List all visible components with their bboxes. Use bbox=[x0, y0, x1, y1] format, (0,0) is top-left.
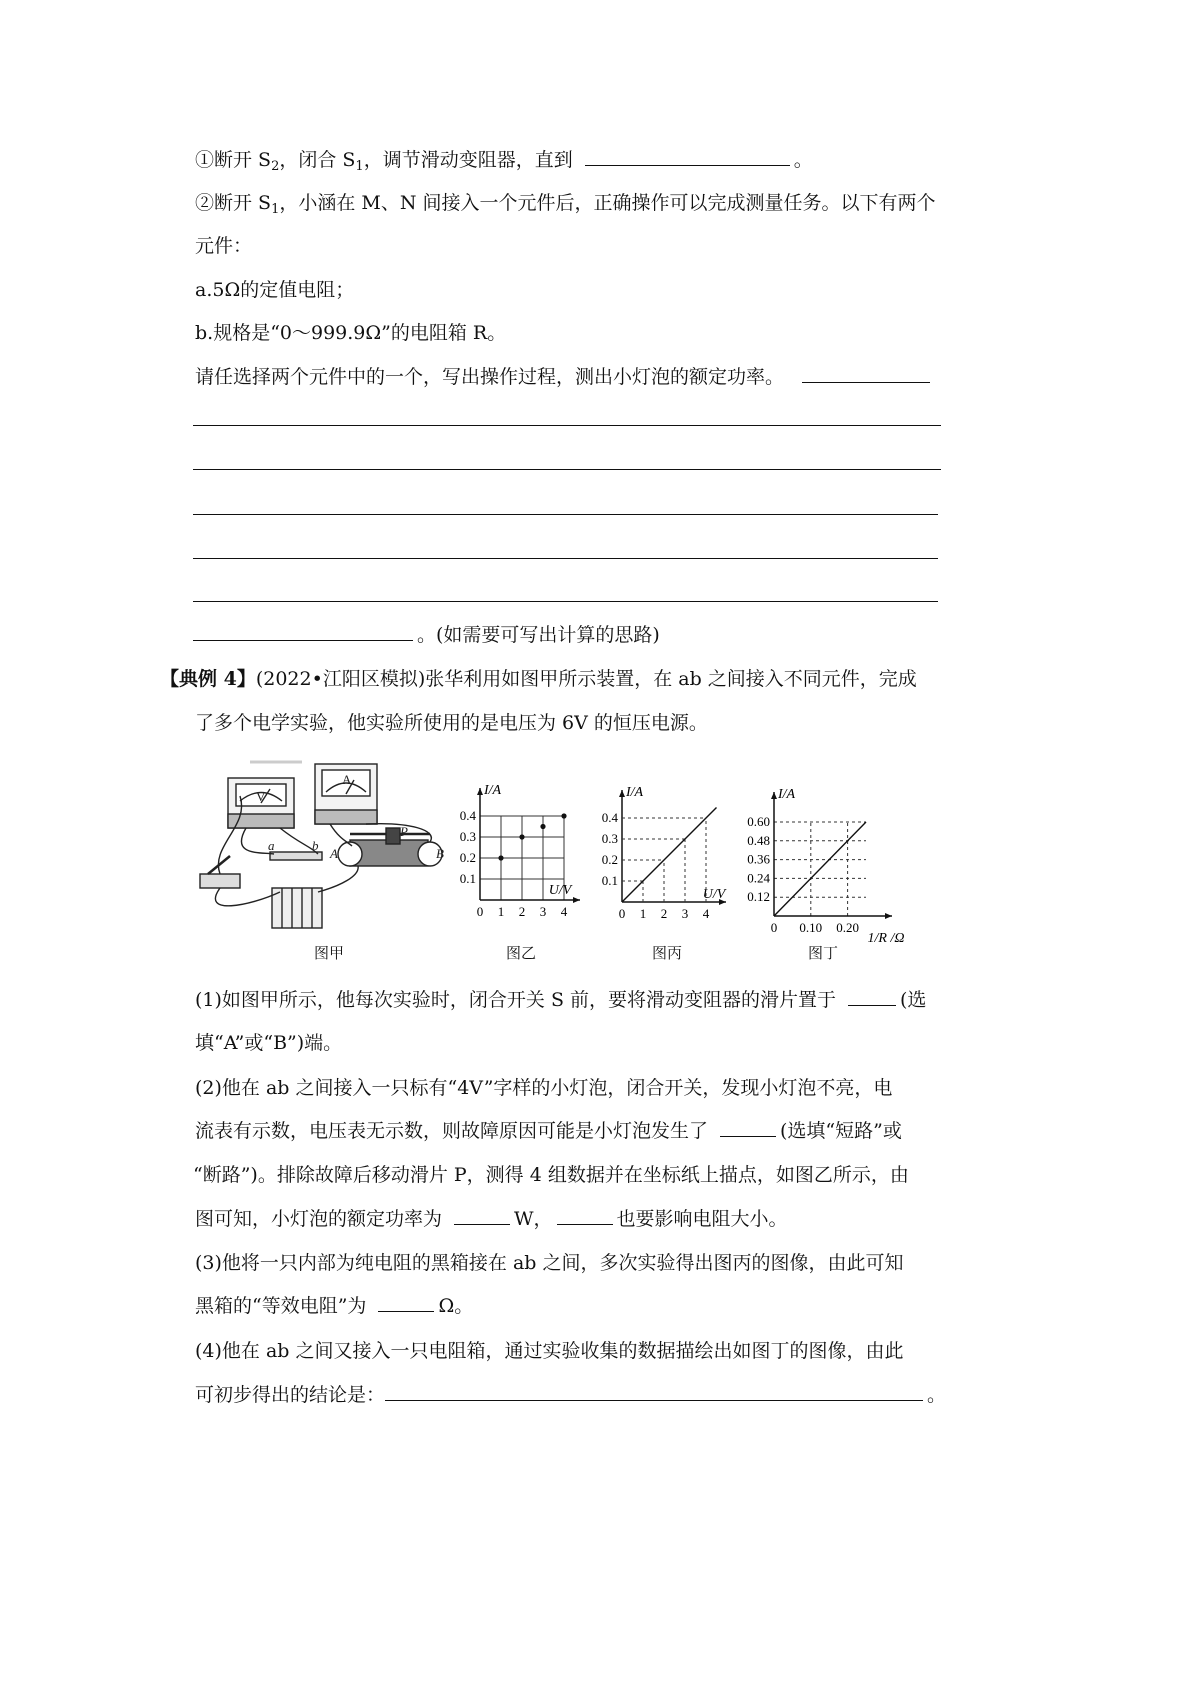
x-tick-label: 0.10 bbox=[799, 920, 823, 935]
x-axis-label: 1/R /Ω bbox=[867, 931, 905, 946]
answer-line[interactable] bbox=[193, 425, 941, 426]
x-axis-label: U/V bbox=[548, 883, 572, 898]
answer-line[interactable] bbox=[193, 558, 938, 559]
ammeter-label: A bbox=[342, 772, 352, 787]
question-text: (1)如图甲所示，他每次实验时，闭合开关 S 前，要将滑动变阻器的滑片置于 bbox=[195, 989, 837, 1011]
step-2-text: ，小涵在 M、N 间接入一个元件后，正确操作可以完成测量任务。以下有两个 bbox=[279, 192, 936, 214]
y-tick-label: 0.36 bbox=[747, 851, 770, 867]
x-tick-label: 4 bbox=[560, 904, 568, 919]
sub-question-2-cont-3 bbox=[195, 1206, 788, 1232]
answer-blank[interactable] bbox=[585, 147, 790, 166]
question-text: 流表有示数，电压表无示数，则故障原因可能是小灯泡发生了 bbox=[195, 1120, 709, 1142]
sub-question-1 bbox=[195, 987, 926, 1013]
x-tick-label: 2 bbox=[660, 906, 668, 921]
rheostat-end-a-label: A bbox=[330, 846, 338, 861]
subscript: 2 bbox=[271, 159, 280, 174]
tail-text: 。(如需要可写出计算的思路) bbox=[417, 624, 660, 646]
option-a: a.5Ω的定值电阻； bbox=[195, 279, 355, 301]
sub-question-2: (2)他在 ab 之间接入一只标有“4V”字样的小灯泡，闭合开关，发现小灯泡不亮，电 bbox=[195, 1077, 893, 1099]
example-source: (2022•江阳区模拟) bbox=[255, 668, 426, 690]
punctuation: 。 bbox=[927, 1384, 947, 1406]
prompt-line bbox=[195, 364, 934, 390]
y-tick-label: 0.24 bbox=[747, 870, 770, 886]
sub-question-4-cont bbox=[195, 1382, 946, 1408]
answer-blank[interactable] bbox=[193, 622, 413, 641]
step-1-text: ①断开 S bbox=[195, 149, 272, 171]
terminal-a-label: a bbox=[268, 838, 275, 853]
answer-blank[interactable] bbox=[720, 1118, 776, 1137]
question-text: (选填“短路”或 bbox=[780, 1120, 902, 1142]
question-text: (选 bbox=[900, 989, 927, 1011]
question-text: Ω。 bbox=[438, 1295, 474, 1317]
answer-blank[interactable] bbox=[454, 1206, 510, 1225]
figure-caption-bing: 图丙 bbox=[652, 944, 683, 962]
connection-plate bbox=[270, 852, 322, 860]
figure-caption-jia: 图甲 bbox=[314, 944, 345, 962]
x-axis-label: U/V bbox=[702, 887, 726, 902]
y-tick-label: 0.2 bbox=[601, 852, 618, 867]
example-4-intro bbox=[160, 666, 917, 692]
question-text: 也要影响电阻大小。 bbox=[616, 1208, 788, 1230]
y-tick-label: 0.1 bbox=[459, 871, 476, 886]
wire bbox=[330, 824, 352, 846]
example-tag: 【典例 4】 bbox=[160, 668, 256, 690]
answer-line[interactable] bbox=[193, 469, 941, 470]
figure-caption-ding: 图丁 bbox=[808, 944, 839, 962]
battery bbox=[272, 888, 322, 928]
answer-blank[interactable] bbox=[848, 987, 896, 1006]
x-tick-label: 4 bbox=[702, 906, 710, 921]
x-tick-label: 0 bbox=[770, 920, 778, 935]
data-point bbox=[561, 813, 566, 818]
y-tick-label: 0.3 bbox=[601, 831, 618, 846]
y-tick-label: 0.4 bbox=[459, 808, 476, 823]
figure-caption-yi: 图乙 bbox=[506, 944, 537, 962]
answer-blank[interactable] bbox=[557, 1206, 613, 1225]
sub-question-1-cont: 填“A”或“B”)端。 bbox=[195, 1032, 343, 1054]
series-line bbox=[774, 822, 866, 916]
y-tick-label: 0.4 bbox=[601, 810, 618, 825]
prompt-text: 请任选择两个元件中的一个，写出操作过程，测出小灯泡的额定功率。 bbox=[195, 366, 785, 388]
step-2-line-2: 元件： bbox=[195, 235, 253, 257]
answer-line[interactable] bbox=[193, 514, 938, 515]
voltmeter-label: V bbox=[256, 789, 266, 804]
x-tick-label: 2 bbox=[518, 904, 526, 919]
y-tick-label: 0.1 bbox=[601, 873, 618, 888]
step-1-line bbox=[195, 147, 813, 180]
punctuation: 。 bbox=[793, 149, 813, 171]
data-point bbox=[540, 824, 545, 829]
answer-line[interactable] bbox=[193, 601, 938, 602]
sub-question-3-cont bbox=[195, 1293, 473, 1319]
option-b: b.规格是“0～999.9Ω”的电阻箱 R。 bbox=[195, 322, 507, 344]
y-axis-label: I/A bbox=[778, 787, 796, 802]
question-text: 可初步得出的结论是： bbox=[195, 1384, 386, 1406]
subscript: 1 bbox=[271, 202, 280, 217]
circuit-figure bbox=[190, 756, 450, 936]
wire bbox=[318, 866, 358, 892]
y-tick-label: 0.3 bbox=[459, 829, 476, 844]
question-text: W， bbox=[514, 1208, 553, 1230]
y-tick-label: 0.60 bbox=[747, 814, 770, 829]
example-intro-text-2: 了多个电学实验，他实验所使用的是电压为 6V 的恒压电源。 bbox=[195, 712, 708, 734]
x-tick-label: 1 bbox=[497, 904, 505, 919]
chart-ding bbox=[736, 782, 912, 958]
x-tick-label: 1 bbox=[639, 906, 647, 921]
x-tick-label: 3 bbox=[539, 904, 547, 919]
y-tick-label: 0.12 bbox=[747, 889, 770, 905]
sub-question-3: (3)他将一只内部为纯电阻的黑箱接在 ab 之间，多次实验得出图丙的图像，由此可知 bbox=[195, 1252, 904, 1274]
question-text: 图可知，小灯泡的额定功率为 bbox=[195, 1208, 443, 1230]
step-2-text: ②断开 S bbox=[195, 192, 272, 214]
sub-question-2-cont-2: “断路”)。排除故障后移动滑片 P，测得 4 组数据并在坐标纸上描点，如图乙所示，由 bbox=[193, 1164, 909, 1186]
y-axis-arrow bbox=[619, 790, 625, 797]
data-point bbox=[498, 855, 503, 860]
slider-p-label: P bbox=[400, 824, 408, 839]
x-tick-label: 0 bbox=[618, 906, 626, 921]
data-point bbox=[519, 834, 524, 839]
chart-yi bbox=[452, 780, 590, 930]
y-tick-label: 0.48 bbox=[747, 832, 770, 848]
x-tick-label: 0.20 bbox=[836, 920, 859, 935]
x-axis-arrow bbox=[885, 913, 892, 919]
answer-blank[interactable] bbox=[378, 1293, 434, 1312]
answer-blank[interactable] bbox=[802, 364, 930, 383]
step-1-text: ，调节滑动变阻器，直到 bbox=[363, 149, 573, 171]
y-axis-label: I/A bbox=[626, 785, 644, 800]
step-1-text: ，闭合 S bbox=[279, 149, 356, 171]
y-tick-label: 0.2 bbox=[459, 850, 476, 865]
x-tick-label: 3 bbox=[681, 906, 689, 921]
terminal-b-label: b bbox=[312, 838, 319, 853]
x-tick-label: 0 bbox=[476, 904, 484, 919]
x-axis-arrow bbox=[573, 897, 580, 903]
question-text: 黑箱的“等效电阻”为 bbox=[195, 1295, 367, 1317]
sub-question-2-cont bbox=[195, 1118, 902, 1144]
y-axis-arrow bbox=[477, 788, 483, 795]
y-axis-arrow bbox=[771, 792, 777, 799]
rheostat bbox=[338, 828, 442, 866]
chart-bing bbox=[594, 782, 736, 932]
rheostat-end-b-label: B bbox=[436, 846, 444, 861]
step-2-line bbox=[195, 190, 936, 223]
example-intro-text: 张华利用如图甲所示装置，在 ab 之间接入不同元件，完成 bbox=[425, 668, 917, 690]
wire bbox=[215, 888, 280, 906]
y-axis-label: I/A bbox=[484, 783, 502, 798]
subscript: 1 bbox=[355, 159, 364, 174]
sub-question-4: (4)他在 ab 之间又接入一只电阻箱，通过实验收集的数据描绘出如图丁的图像，由此 bbox=[195, 1340, 904, 1362]
tail-line bbox=[193, 622, 660, 648]
answer-blank[interactable] bbox=[385, 1382, 923, 1401]
